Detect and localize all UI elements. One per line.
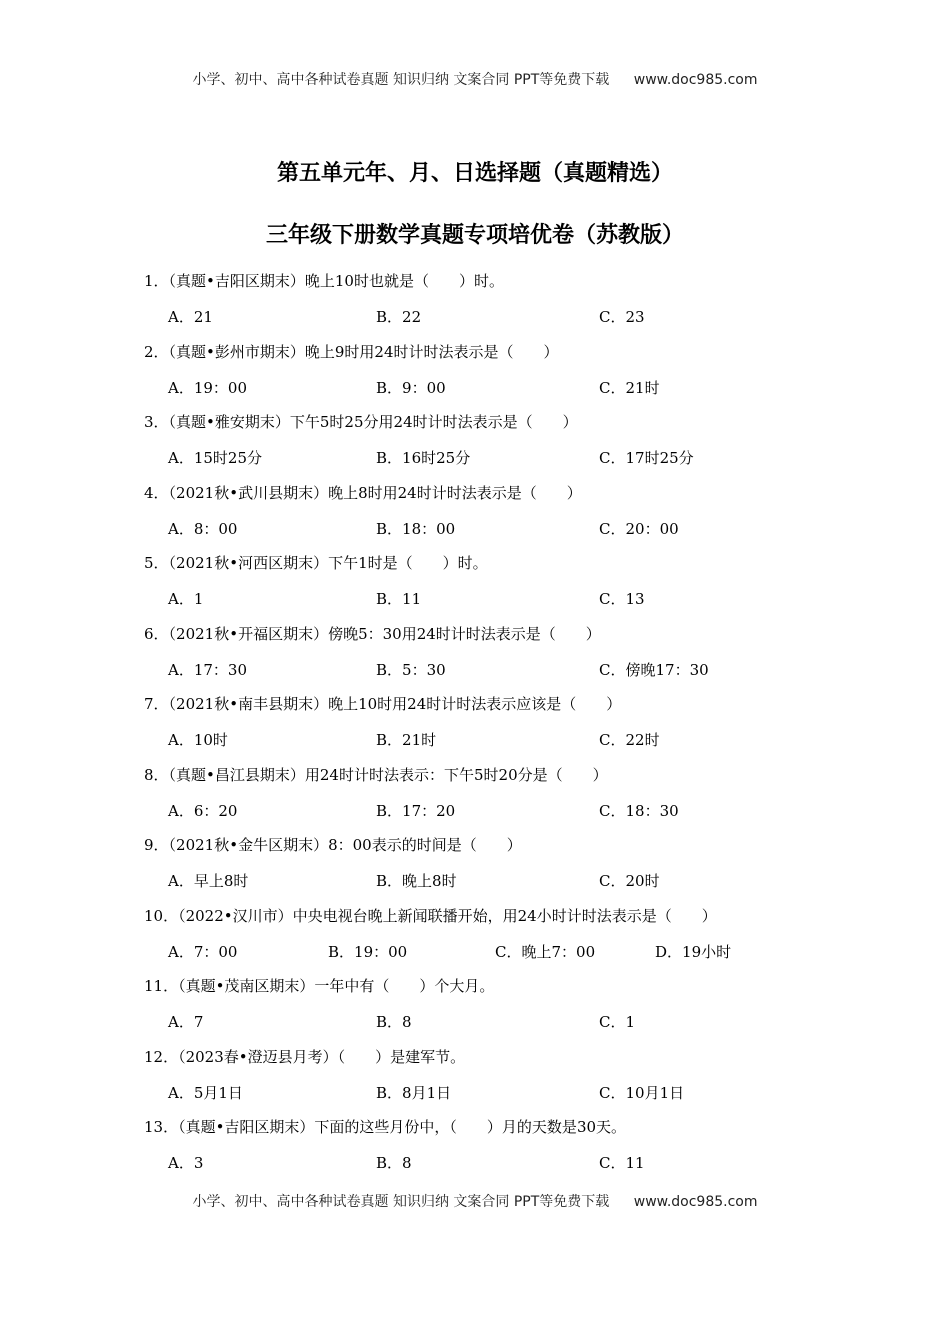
answer-options: [168, 729, 808, 751]
answer-option[interactable]: C．20时: [599, 872, 660, 890]
question-item: [144, 834, 824, 905]
answer-option[interactable]: C．18：30: [599, 801, 679, 820]
question-item: [144, 975, 824, 1046]
question-list: [144, 270, 824, 1187]
answer-option[interactable]: C．13: [599, 590, 645, 608]
question-item: [144, 482, 824, 553]
answer-option[interactable]: A．17：30: [168, 660, 248, 679]
answer-option[interactable]: C．11: [599, 1154, 645, 1172]
question-item: [144, 764, 824, 835]
question-item: [144, 270, 824, 341]
answer-option[interactable]: B．11: [376, 590, 422, 608]
answer-option[interactable]: A．3: [168, 1154, 204, 1172]
answer-option[interactable]: C．21时: [599, 378, 660, 397]
answer-option[interactable]: B．21时: [376, 731, 437, 749]
question-item: [144, 1116, 824, 1187]
question-item: [144, 693, 824, 764]
answer-option[interactable]: A．5月1日: [168, 1083, 243, 1102]
answer-option[interactable]: C．22时: [599, 731, 660, 749]
answer-option[interactable]: C．23: [599, 308, 645, 326]
answer-options: [168, 941, 808, 963]
answer-option[interactable]: A．10时: [168, 731, 228, 749]
answer-option[interactable]: C．1: [599, 1013, 636, 1031]
question-text: 8．（真题•昌江县期末）用24时计时法表示：下午5时20分是（ ）: [144, 765, 608, 784]
question-text: 11．（真题•茂南区期末）一年中有（ ）个大月。: [144, 977, 495, 995]
answer-options: [168, 306, 808, 328]
answer-option[interactable]: B．晚上8时: [376, 872, 457, 890]
answer-option[interactable]: A．1: [168, 590, 204, 608]
footer-text: 小学、初中、高中各种试卷真题 知识归纳 文案合同 PPT等免费下载: [192, 1194, 610, 1210]
question-text: 1．（真题•吉阳区期末）晚上10时也就是（ ）时。: [144, 272, 504, 290]
answer-option[interactable]: A．15时25分: [168, 449, 263, 467]
answer-options: [168, 518, 808, 540]
answer-option[interactable]: D．19小时: [655, 942, 732, 961]
question-item: [144, 623, 824, 694]
answer-option[interactable]: B．5：30: [376, 660, 446, 679]
answer-option[interactable]: C．20：00: [599, 519, 679, 538]
question-item: [144, 552, 824, 623]
question-text: 5．（2021秋•河西区期末）下午1时是（ ）时。: [144, 554, 488, 572]
answer-option[interactable]: B．17：20: [376, 801, 456, 820]
question-text: 13．（真题•吉阳区期末）下面的这些月份中，（ ）月的天数是30天。: [144, 1118, 627, 1136]
question-text: 3．（真题•雅安期末）下午5时25分用24时计时法表示是（ ）: [144, 413, 578, 431]
answer-option[interactable]: B．8: [376, 1154, 412, 1172]
header-text: 小学、初中、高中各种试卷真题 知识归纳 文案合同 PPT等免费下载: [192, 72, 610, 88]
answer-option[interactable]: B．19：00: [328, 942, 408, 961]
question-text: 10．（2022•汉川市）中央电视台晚上新闻联播开始，用24小时计时法表示是（ ）: [144, 906, 717, 925]
answer-option[interactable]: C．晚上7：00: [495, 942, 596, 961]
answer-options: [168, 447, 808, 469]
answer-options: [168, 1152, 808, 1174]
answer-option[interactable]: A．8：00: [168, 519, 238, 538]
question-text: 4．（2021秋•武川县期末）晚上8时用24时计时法表示是（ ）: [144, 483, 582, 502]
question-text: 6．（2021秋•开福区期末）傍晚5：30用24时计时法表示是（ ）: [144, 624, 601, 643]
page-subtitle: 三年级下册数学真题专项培优卷（苏教版）: [265, 223, 684, 248]
answer-option[interactable]: A．19：00: [168, 378, 248, 397]
page-header: [0, 69, 950, 89]
page-title: 第五单元年、月、日选择题（真题精选）: [276, 161, 673, 186]
question-item: [144, 905, 824, 976]
answer-option[interactable]: B．9：00: [376, 378, 446, 397]
answer-option[interactable]: B．16时25分: [376, 449, 471, 467]
question-text: 9．（2021秋•金牛区期末）8：00表示的时间是（ ）: [144, 836, 522, 854]
answer-option[interactable]: A．21: [168, 308, 213, 326]
answer-option[interactable]: B．22: [376, 308, 422, 326]
question-item: [144, 411, 824, 482]
answer-option[interactable]: A．早上8时: [168, 872, 249, 890]
answer-option[interactable]: C．17时25分: [599, 449, 694, 467]
answer-options: [168, 870, 808, 892]
question-text: 2．（真题•彭州市期末）晚上9时用24时计时法表示是（ ）: [144, 342, 559, 361]
answer-option[interactable]: C．傍晚17：30: [599, 660, 709, 679]
answer-options: [168, 1011, 808, 1033]
answer-options: [168, 659, 808, 681]
answer-option[interactable]: A．7: [168, 1013, 204, 1031]
question-text: 12．（2023春•澄迈县月考）（ ）是建军节。: [144, 1047, 466, 1066]
answer-options: [168, 1082, 808, 1104]
question-item: [144, 341, 824, 412]
question-item: [144, 1046, 824, 1117]
answer-option[interactable]: C．10月1日: [599, 1083, 685, 1102]
answer-options: [168, 588, 808, 610]
header-site-link[interactable]: www.doc985.com: [633, 72, 758, 88]
footer-site-link[interactable]: www.doc985.com: [633, 1194, 758, 1210]
page-footer: [0, 1191, 950, 1211]
answer-option[interactable]: B．18：00: [376, 519, 456, 538]
answer-option[interactable]: B．8月1日: [376, 1083, 452, 1102]
question-text: 7．（2021秋•南丰县期末）晚上10时用24时计时法表示应该是（ ）: [144, 695, 622, 713]
answer-option[interactable]: A．6：20: [168, 801, 238, 820]
answer-option[interactable]: B．8: [376, 1013, 412, 1031]
answer-option[interactable]: A．7：00: [168, 942, 238, 961]
answer-options: [168, 377, 808, 399]
answer-options: [168, 800, 808, 822]
